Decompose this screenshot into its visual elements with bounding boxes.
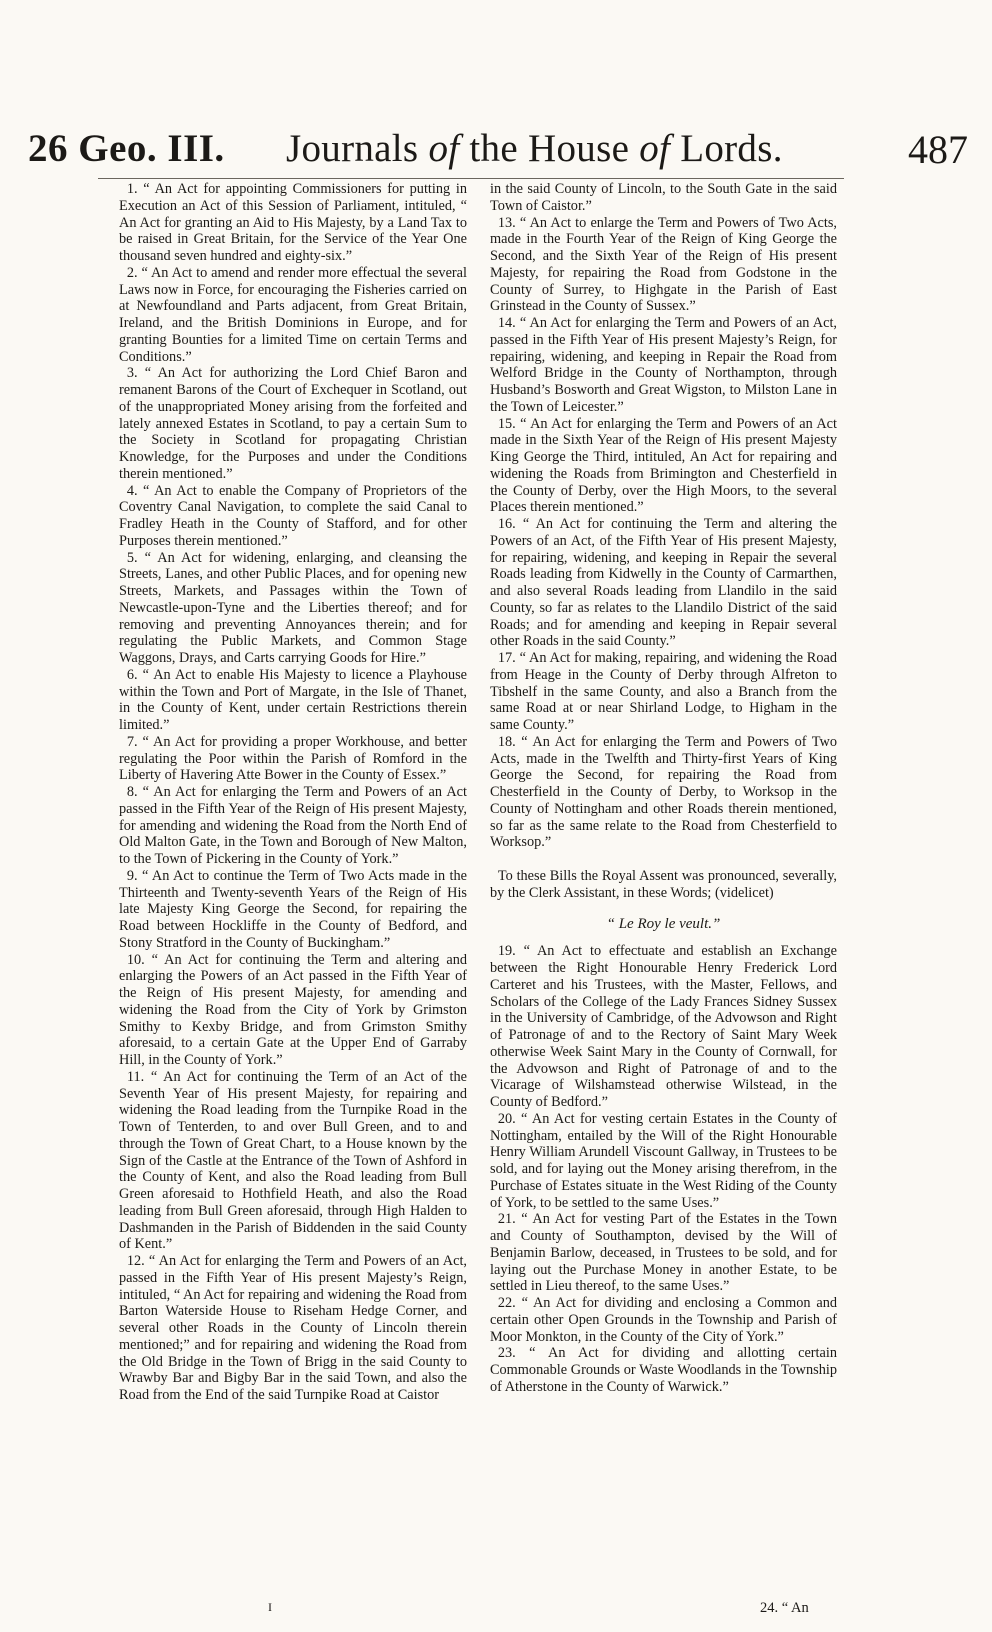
act-entry: 2. “ An Act to amend and render more effectual the several Laws now in Force, for encouraging the Fisheries carried on at Newfoundland and Parts adjacent, from Great Britain, Ireland, and the British Dominions in Europe, and for granting Bounties for a limited Time on certain Terms and Conditions.” xyxy=(119,264,467,365)
act-entry: 11. “ An Act for continuing the Term of an Act of the Seventh Year of His present Majesty, for repairing and widening the Road leading from the Turnpike Road in the Town of Tenterden, to and over Bull Green, and to and through the Town of Great Chart, to a House known by the Sign of the Castle at the Entrance of the Town of Ashford in the County of Kent, and also the Road leading from Bull Green aforesaid to Hothfield Heath, and also the Road leading from Bull Green aforesaid, through High Halden to Dashmanden in the Parish of Biddenden in the said County of Kent.” xyxy=(119,1068,467,1253)
title-part-house: House xyxy=(528,127,640,170)
journal-title xyxy=(286,126,783,171)
act-entry: 3. “ An Act for authorizing the Lord Chief Baron and remanent Barons of the Court of Exchequer in Scotland, out of the unappropriated Money arising from the forfeited and lately annexed Estates in Scotland, to pay a certain Sum to the Society in Scotland for propagating Christian Knowledge, for the Purposes and under the Conditions therein mentioned.” xyxy=(119,365,467,482)
act-entry: 12. “ An Act for enlarging the Term and Powers of an Act, passed in the Fifth Year of His present Majesty’s Reign, intituled, “ An Act for repairing and widening the Road from Barton Waterside House to Riseham Hedge Corner, and several other Roads in the County of Lincoln therein mentioned;” and for repairing and widening the Road from the Old Bridge in the Town of Brigg in the said County to Wrawby Bar and Bigby Bar in the said Town, and also the Road from the End of the said Turnpike Road at Caistor xyxy=(119,1253,467,1403)
catchword: 24. “ An xyxy=(760,1600,809,1616)
title-part-the: the xyxy=(459,127,529,170)
title-part-lords: Lords. xyxy=(670,127,783,170)
act-entry: 20. “ An Act for vesting certain Estates in the County of Nottingham, entailed by the Will of the Right Honourable Henry William Arundell Viscount Gallway, in Trustees to be sold, and for laying out the Money arising therefrom, in the Purchase of Estates situate in the West Riding of the County of York, to be settled to the same Uses.” xyxy=(490,1110,837,1211)
header-rule xyxy=(98,178,844,179)
signature-mark: I xyxy=(268,1600,272,1614)
act-entry: 18. “ An Act for enlarging the Term and Powers of Two Acts, made in the Twelfth and Thirty-first Years of King George the Second, for repairing the Road from Chesterfield in the County of Derby, to Worksop in the County of Nottingham and other Roads therein mentioned, so far as the same relate to the Road from Chesterfield to Worksop.” xyxy=(490,733,837,851)
act-entry-continued: in the said County of Lincoln, to the South Gate in the said Town of Caistor.” xyxy=(490,181,837,214)
royal-assent-intro: To these Bills the Royal Assent was pronounced, severally, by the Clerk Assistant, in these Words; (videlicet) xyxy=(490,868,837,901)
act-entry: 15. “ An Act for enlarging the Term and Powers of an Act made in the Sixth Year of the Reign of His present Majesty King George the Third, intituled, An Act for repairing and widening the Roads from Brimington and Chesterfield in the County of Derby, over the High Moors, to the several Places therein mentioned.” xyxy=(490,415,837,516)
act-entry: 10. “ An Act for continuing the Term and altering and enlarging the Powers of an Act passed in the Fifth Year of the Reign of His present Majesty, for amending and widening the Road from the City of York by Grimston Smithy to Kexby Bridge, and from Grimston Smithy aforesaid, to a certain Gate at the Upper End of Garraby Hill, in the County of York.” xyxy=(119,951,467,1068)
act-entry: 6. “ An Act to enable His Majesty to licence a Playhouse within the Town and Port of Margate, in the Isle of Thanet, in the County of Kent, under certain Restrictions therein limited.” xyxy=(119,666,467,733)
title-part-of: of xyxy=(428,127,460,170)
act-entry: 19. “ An Act to effectuate and establish an Exchange between the Right Honourable Henry Frederick Lord Carteret and his Trustees, with the Master, Fellows, and Scholars of the College of the Lady Frances Sidney Sussex in the University of Cambridge, of the Advowson and Right of Patronage of and to the Rectory of Saint Mary Week otherwise Week Saint Mary in the County of Cornwall, for the Advowson and Right of Patronage of and to the Vicarage of Wilshamstead otherwise Wilstead, in the County of Bedford.” xyxy=(490,943,837,1110)
right-column xyxy=(490,181,837,1396)
act-entry: 22. “ An Act for dividing and enclosing a Common and certain other Open Grounds in the Township and Parish of Moor Monkton, in the County of the City of York.” xyxy=(490,1295,837,1345)
act-entry: 8. “ An Act for enlarging the Term and Powers of an Act passed in the Fifth Year of the Reign of His present Majesty, for amending and widening the Road from the North End of Old Malton Gate, in the Town and Borough of New Malton, to the Town of Pickering in the County of York.” xyxy=(119,784,467,867)
act-entry: 21. “ An Act for vesting Part of the Estates in the Town and County of Southampton, devised by the Will of Benjamin Barlow, deceased, in Trustees to be sold, and for laying out the Purchase Money in another Estate, to be settled in Lieu thereof, to the same Uses.” xyxy=(490,1211,837,1295)
act-entry: 7. “ An Act for providing a proper Workhouse, and better regulating the Poor within the Parish of Romford in the Liberty of Havering Atte Bower in the County of Essex.” xyxy=(119,733,467,784)
act-entry: 1. “ An Act for appointing Commissioners for putting in Execution an Act of this Session of Parliament, intituled, “ An Act for granting an Aid to His Majesty, by a Land Tax to be raised in Great Britain, for the Service of the Year One thousand seven hundred and eighty-six.” xyxy=(119,181,467,264)
act-entry: 13. “ An Act to enlarge the Term and Powers of Two Acts, made in the Fourth Year of the Reign of King George the Second, and the Sixth Year of the Reign of His present Majesty, for repairing the Road from Godstone in the County of Surrey, to Highgate in the Parish of East Grinstead in the County of Sussex.” xyxy=(490,214,837,315)
session-heading: 26 Geo. III. xyxy=(28,127,225,170)
title-part-journals: Journals xyxy=(286,127,429,170)
royal-assent-formula: “ Le Roy le veult.” xyxy=(606,915,721,932)
left-column xyxy=(119,181,467,1404)
page-number: 487 xyxy=(908,127,968,172)
page-header xyxy=(28,126,968,178)
act-entry: 23. “ An Act for dividing and allotting certain Commonable Grounds or Waste Woodlands in the Township of Atherstone in the County of Warwick.” xyxy=(490,1345,837,1395)
act-entry: 14. “ An Act for enlarging the Term and Powers of an Act, passed in the Fifth Year of His present Majesty’s Reign, for repairing, widening, and keeping in Repair the Road from Welford Bridge in the County of Northampton, through Husband’s Bosworth and Great Wigston, to Milston Lane in the Town of Leicester.” xyxy=(490,315,837,415)
act-entry: 16. “ An Act for continuing the Term and altering the Powers of an Act, of the Fifth Year of His present Majesty, for repairing, widening, and keeping in Repair the several Roads leading from Kidwelly in the County of Carmarthen, and also several Roads leading from Llandilo in the said County, so far as relates to the Llandilo District of the said Roads; and for amending and keeping in Repair several other Roads in the said County.” xyxy=(490,516,837,650)
act-entry: 9. “ An Act to continue the Term of Two Acts made in the Thirteenth and Twenty-seventh Years of the Reign of His late Majesty King George the Second, for repairing the Road between Hockliffe in the County of Bedford, and Stony Stratford in the County of Buckingham.” xyxy=(119,867,467,951)
act-entry: 17. “ An Act for making, repairing, and widening the Road from Heage in the County of Derby through Alfreton to Tibshelf in the same County, and also a Branch from the same Road at or near Shirland Lodge, to Higham in the same County.” xyxy=(490,650,837,733)
act-entry: 4. “ An Act to enable the Company of Proprietors of the Coventry Canal Navigation, to complete the said Canal to Fradley Heath in the County of Stafford, and for other Purposes therein mentioned.” xyxy=(119,482,467,549)
act-entry: 5. “ An Act for widening, enlarging, and cleansing the Streets, Lanes, and other Public Places, and for opening new Streets, Markets, and Passages within the Town of Newcastle-upon-Tyne and the Liberties thereof; and for removing and preventing Annoyances therein; and for regulating the Public Markets, and Common Stage Waggons, Drays, and Carts carrying Goods for Hire.” xyxy=(119,549,467,666)
title-part-of-2: of xyxy=(639,127,671,170)
